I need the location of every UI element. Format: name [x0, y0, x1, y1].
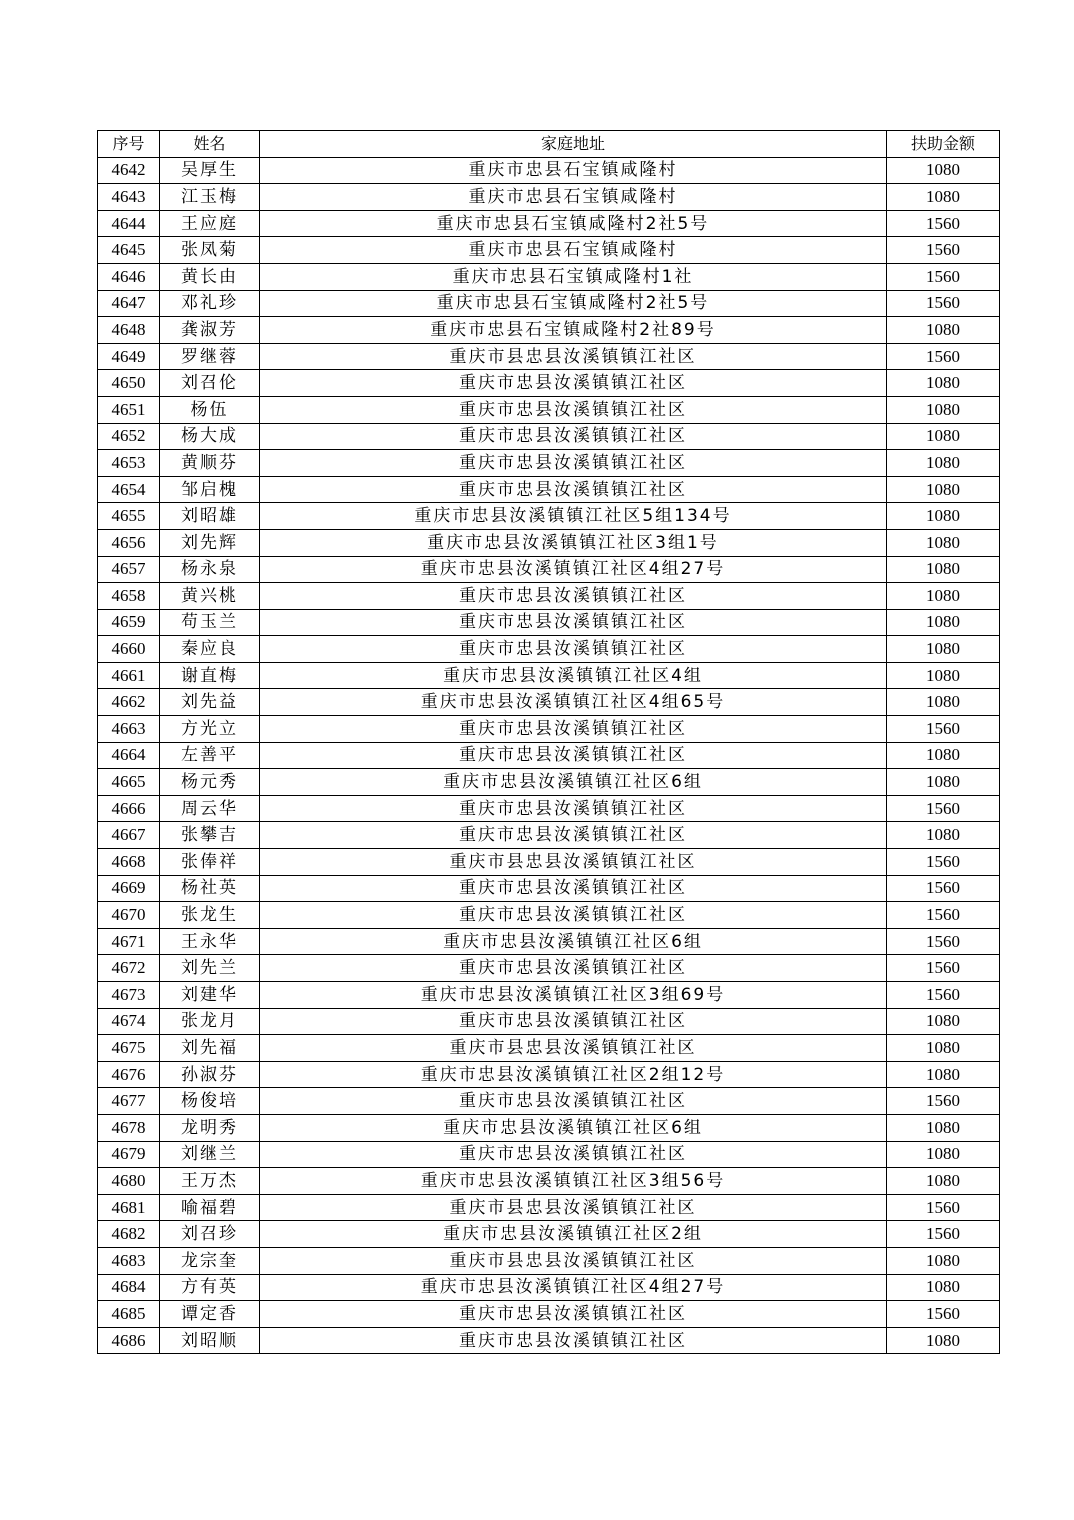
serial-number-cell: 4682	[98, 1221, 160, 1248]
address-cell: 重庆市忠县石宝镇咸隆村	[260, 237, 887, 264]
amount-cell: 1560	[887, 343, 1000, 370]
header-row	[98, 131, 1000, 158]
serial-number-cell: 4656	[98, 529, 160, 556]
serial-number-cell: 4654	[98, 476, 160, 503]
address-cell: 重庆市忠县汝溪镇镇江社区3组56号	[260, 1168, 887, 1195]
table-row	[98, 609, 1000, 636]
name-cell: 杨永泉	[160, 556, 260, 583]
address-cell: 重庆市忠县汝溪镇镇江社区	[260, 476, 887, 503]
address-cell: 重庆市忠县汝溪镇镇江社区	[260, 583, 887, 610]
amount-cell: 1560	[887, 849, 1000, 876]
name-cell: 杨大成	[160, 423, 260, 450]
name-cell: 谢直梅	[160, 662, 260, 689]
table-row	[98, 928, 1000, 955]
serial-number-cell: 4685	[98, 1301, 160, 1328]
address-cell: 重庆市忠县汝溪镇镇江社区	[260, 875, 887, 902]
amount-cell: 1080	[887, 662, 1000, 689]
address-cell: 重庆市忠县汝溪镇镇江社区	[260, 1327, 887, 1354]
amount-cell: 1080	[887, 1008, 1000, 1035]
address-cell: 重庆市忠县汝溪镇镇江社区4组27号	[260, 556, 887, 583]
serial-number-cell: 4663	[98, 716, 160, 743]
table-row	[98, 716, 1000, 743]
amount-cell: 1080	[887, 822, 1000, 849]
serial-number-cell: 4686	[98, 1327, 160, 1354]
amount-cell: 1080	[887, 636, 1000, 663]
table-row	[98, 1061, 1000, 1088]
table-row	[98, 1035, 1000, 1062]
address-cell: 重庆市忠县汝溪镇镇江社区	[260, 795, 887, 822]
serial-number-cell: 4649	[98, 343, 160, 370]
name-cell: 方有英	[160, 1274, 260, 1301]
serial-number-cell: 4681	[98, 1194, 160, 1221]
address-cell: 重庆市县忠县汝溪镇镇江社区	[260, 1247, 887, 1274]
address-cell: 重庆市忠县汝溪镇镇江社区	[260, 609, 887, 636]
address-cell: 重庆市忠县汝溪镇镇江社区2组12号	[260, 1061, 887, 1088]
address-cell: 重庆市忠县汝溪镇镇江社区6组	[260, 1114, 887, 1141]
address-cell: 重庆市忠县汝溪镇镇江社区6组	[260, 928, 887, 955]
table-body	[98, 157, 1000, 1354]
serial-number-cell: 4642	[98, 157, 160, 184]
header-home-address: 家庭地址	[260, 131, 887, 158]
name-cell: 张攀吉	[160, 822, 260, 849]
address-cell: 重庆市忠县汝溪镇镇江社区	[260, 1088, 887, 1115]
name-cell: 刘召伦	[160, 370, 260, 397]
table-row	[98, 769, 1000, 796]
table-row	[98, 396, 1000, 423]
table-row	[98, 902, 1000, 929]
serial-number-cell: 4684	[98, 1274, 160, 1301]
address-cell: 重庆市忠县汝溪镇镇江社区4组65号	[260, 689, 887, 716]
name-cell: 喻福碧	[160, 1194, 260, 1221]
name-cell: 黄兴桃	[160, 583, 260, 610]
serial-number-cell: 4660	[98, 636, 160, 663]
name-cell: 杨元秀	[160, 769, 260, 796]
serial-number-cell: 4662	[98, 689, 160, 716]
table-row	[98, 1221, 1000, 1248]
name-cell: 杨社英	[160, 875, 260, 902]
serial-number-cell: 4680	[98, 1168, 160, 1195]
address-cell: 重庆市县忠县汝溪镇镇江社区	[260, 343, 887, 370]
amount-cell: 1080	[887, 503, 1000, 530]
header-subsidy-amount: 扶助金额	[887, 131, 1000, 158]
name-cell: 龙宗奎	[160, 1247, 260, 1274]
amount-cell: 1560	[887, 902, 1000, 929]
name-cell: 周云华	[160, 795, 260, 822]
serial-number-cell: 4648	[98, 317, 160, 344]
serial-number-cell: 4659	[98, 609, 160, 636]
address-cell: 重庆市忠县汝溪镇镇江社区	[260, 370, 887, 397]
amount-cell: 1080	[887, 423, 1000, 450]
name-cell: 杨伍	[160, 396, 260, 423]
table-row	[98, 636, 1000, 663]
amount-cell: 1080	[887, 556, 1000, 583]
table-row	[98, 1274, 1000, 1301]
table-row	[98, 689, 1000, 716]
serial-number-cell: 4683	[98, 1247, 160, 1274]
amount-cell: 1080	[887, 689, 1000, 716]
address-cell: 重庆市忠县汝溪镇镇江社区	[260, 423, 887, 450]
table-row	[98, 423, 1000, 450]
serial-number-cell: 4666	[98, 795, 160, 822]
serial-number-cell: 4679	[98, 1141, 160, 1168]
amount-cell: 1080	[887, 1274, 1000, 1301]
serial-number-cell: 4655	[98, 503, 160, 530]
name-cell: 刘先兰	[160, 955, 260, 982]
name-cell: 邹启槐	[160, 476, 260, 503]
address-cell: 重庆市忠县石宝镇咸隆村1社	[260, 263, 887, 290]
name-cell: 王永华	[160, 928, 260, 955]
serial-number-cell: 4650	[98, 370, 160, 397]
address-cell: 重庆市忠县汝溪镇镇江社区2组	[260, 1221, 887, 1248]
table-row	[98, 503, 1000, 530]
name-cell: 张龙生	[160, 902, 260, 929]
name-cell: 刘先辉	[160, 529, 260, 556]
table-row	[98, 184, 1000, 211]
table-header	[98, 131, 1000, 158]
amount-cell: 1080	[887, 1114, 1000, 1141]
name-cell: 张俸祥	[160, 849, 260, 876]
name-cell: 龚淑芳	[160, 317, 260, 344]
address-cell: 重庆市忠县石宝镇咸隆村2社89号	[260, 317, 887, 344]
name-cell: 张龙月	[160, 1008, 260, 1035]
table-row	[98, 982, 1000, 1009]
table-row	[98, 1168, 1000, 1195]
amount-cell: 1080	[887, 1141, 1000, 1168]
table-row	[98, 1327, 1000, 1354]
amount-cell: 1560	[887, 795, 1000, 822]
address-cell: 重庆市忠县汝溪镇镇江社区	[260, 902, 887, 929]
name-cell: 方光立	[160, 716, 260, 743]
serial-number-cell: 4652	[98, 423, 160, 450]
amount-cell: 1080	[887, 583, 1000, 610]
amount-cell: 1560	[887, 1301, 1000, 1328]
serial-number-cell: 4664	[98, 742, 160, 769]
address-cell: 重庆市忠县汝溪镇镇江社区	[260, 955, 887, 982]
serial-number-cell: 4643	[98, 184, 160, 211]
amount-cell: 1080	[887, 1247, 1000, 1274]
address-cell: 重庆市忠县汝溪镇镇江社区5组134号	[260, 503, 887, 530]
amount-cell: 1080	[887, 1061, 1000, 1088]
address-cell: 重庆市忠县汝溪镇镇江社区	[260, 742, 887, 769]
name-cell: 龙明秀	[160, 1114, 260, 1141]
table-row	[98, 157, 1000, 184]
serial-number-cell: 4647	[98, 290, 160, 317]
table-row	[98, 1114, 1000, 1141]
subsidy-roster-table	[97, 130, 1000, 1354]
table-row	[98, 476, 1000, 503]
amount-cell: 1560	[887, 263, 1000, 290]
address-cell: 重庆市忠县汝溪镇镇江社区3组1号	[260, 529, 887, 556]
name-cell: 黄长由	[160, 263, 260, 290]
table-row	[98, 263, 1000, 290]
amount-cell: 1080	[887, 769, 1000, 796]
name-cell: 刘先福	[160, 1035, 260, 1062]
serial-number-cell: 4671	[98, 928, 160, 955]
amount-cell: 1080	[887, 157, 1000, 184]
serial-number-cell: 4668	[98, 849, 160, 876]
table-row	[98, 1247, 1000, 1274]
serial-number-cell: 4676	[98, 1061, 160, 1088]
address-cell: 重庆市忠县汝溪镇镇江社区6组	[260, 769, 887, 796]
amount-cell: 1560	[887, 290, 1000, 317]
table-row	[98, 290, 1000, 317]
amount-cell: 1080	[887, 742, 1000, 769]
serial-number-cell: 4658	[98, 583, 160, 610]
amount-cell: 1560	[887, 1194, 1000, 1221]
address-cell: 重庆市忠县汝溪镇镇江社区	[260, 716, 887, 743]
amount-cell: 1080	[887, 317, 1000, 344]
address-cell: 重庆市忠县石宝镇咸隆村	[260, 157, 887, 184]
amount-cell: 1080	[887, 476, 1000, 503]
address-cell: 重庆市忠县汝溪镇镇江社区	[260, 396, 887, 423]
table-row	[98, 822, 1000, 849]
serial-number-cell: 4677	[98, 1088, 160, 1115]
table-row	[98, 556, 1000, 583]
serial-number-cell: 4675	[98, 1035, 160, 1062]
name-cell: 吴厚生	[160, 157, 260, 184]
serial-number-cell: 4667	[98, 822, 160, 849]
name-cell: 秦应良	[160, 636, 260, 663]
address-cell: 重庆市忠县汝溪镇镇江社区	[260, 1141, 887, 1168]
table-row	[98, 370, 1000, 397]
header-name: 姓名	[160, 131, 260, 158]
address-cell: 重庆市县忠县汝溪镇镇江社区	[260, 849, 887, 876]
name-cell: 杨俊培	[160, 1088, 260, 1115]
amount-cell: 1560	[887, 982, 1000, 1009]
table-row	[98, 875, 1000, 902]
amount-cell: 1560	[887, 928, 1000, 955]
amount-cell: 1080	[887, 450, 1000, 477]
serial-number-cell: 4665	[98, 769, 160, 796]
serial-number-cell: 4672	[98, 955, 160, 982]
address-cell: 重庆市忠县汝溪镇镇江社区	[260, 822, 887, 849]
name-cell: 刘召珍	[160, 1221, 260, 1248]
amount-cell: 1560	[887, 210, 1000, 237]
table-row	[98, 742, 1000, 769]
table-row	[98, 795, 1000, 822]
address-cell: 重庆市忠县汝溪镇镇江社区3组69号	[260, 982, 887, 1009]
table-row	[98, 849, 1000, 876]
address-cell: 重庆市忠县汝溪镇镇江社区	[260, 636, 887, 663]
table-row	[98, 1008, 1000, 1035]
table-row	[98, 210, 1000, 237]
name-cell: 黄顺芬	[160, 450, 260, 477]
address-cell: 重庆市忠县汝溪镇镇江社区	[260, 1301, 887, 1328]
serial-number-cell: 4651	[98, 396, 160, 423]
name-cell: 孙淑芬	[160, 1061, 260, 1088]
name-cell: 张凤菊	[160, 237, 260, 264]
name-cell: 刘建华	[160, 982, 260, 1009]
name-cell: 苟玉兰	[160, 609, 260, 636]
amount-cell: 1080	[887, 370, 1000, 397]
serial-number-cell: 4678	[98, 1114, 160, 1141]
table-row	[98, 343, 1000, 370]
serial-number-cell: 4673	[98, 982, 160, 1009]
serial-number-cell: 4674	[98, 1008, 160, 1035]
table-row	[98, 1088, 1000, 1115]
name-cell: 江玉梅	[160, 184, 260, 211]
name-cell: 谭定香	[160, 1301, 260, 1328]
name-cell: 罗继蓉	[160, 343, 260, 370]
name-cell: 刘昭顺	[160, 1327, 260, 1354]
amount-cell: 1080	[887, 1327, 1000, 1354]
amount-cell: 1560	[887, 237, 1000, 264]
name-cell: 邓礼珍	[160, 290, 260, 317]
table-row	[98, 955, 1000, 982]
address-cell: 重庆市县忠县汝溪镇镇江社区	[260, 1194, 887, 1221]
serial-number-cell: 4653	[98, 450, 160, 477]
amount-cell: 1080	[887, 1168, 1000, 1195]
serial-number-cell: 4646	[98, 263, 160, 290]
address-cell: 重庆市忠县石宝镇咸隆村2社5号	[260, 210, 887, 237]
table-row	[98, 529, 1000, 556]
name-cell: 刘昭雄	[160, 503, 260, 530]
address-cell: 重庆市忠县石宝镇咸隆村	[260, 184, 887, 211]
serial-number-cell: 4661	[98, 662, 160, 689]
address-cell: 重庆市忠县石宝镇咸隆村2社5号	[260, 290, 887, 317]
serial-number-cell: 4657	[98, 556, 160, 583]
amount-cell: 1560	[887, 1088, 1000, 1115]
table-row	[98, 1301, 1000, 1328]
table-row	[98, 237, 1000, 264]
amount-cell: 1080	[887, 529, 1000, 556]
address-cell: 重庆市忠县汝溪镇镇江社区	[260, 450, 887, 477]
table-row	[98, 1141, 1000, 1168]
name-cell: 王应庭	[160, 210, 260, 237]
amount-cell: 1560	[887, 955, 1000, 982]
amount-cell: 1560	[887, 1221, 1000, 1248]
serial-number-cell: 4645	[98, 237, 160, 264]
amount-cell: 1560	[887, 716, 1000, 743]
name-cell: 左善平	[160, 742, 260, 769]
amount-cell: 1080	[887, 396, 1000, 423]
serial-number-cell: 4670	[98, 902, 160, 929]
table-row	[98, 662, 1000, 689]
table-row	[98, 317, 1000, 344]
amount-cell: 1080	[887, 1035, 1000, 1062]
serial-number-cell: 4669	[98, 875, 160, 902]
name-cell: 刘继兰	[160, 1141, 260, 1168]
address-cell: 重庆市忠县汝溪镇镇江社区4组27号	[260, 1274, 887, 1301]
amount-cell: 1080	[887, 609, 1000, 636]
name-cell: 王万杰	[160, 1168, 260, 1195]
address-cell: 重庆市县忠县汝溪镇镇江社区	[260, 1035, 887, 1062]
serial-number-cell: 4644	[98, 210, 160, 237]
name-cell: 刘先益	[160, 689, 260, 716]
table-row	[98, 450, 1000, 477]
address-cell: 重庆市忠县汝溪镇镇江社区	[260, 1008, 887, 1035]
table-row	[98, 1194, 1000, 1221]
amount-cell: 1080	[887, 184, 1000, 211]
table-row	[98, 583, 1000, 610]
header-serial-number: 序号	[98, 131, 160, 158]
amount-cell: 1560	[887, 875, 1000, 902]
address-cell: 重庆市忠县汝溪镇镇江社区4组	[260, 662, 887, 689]
